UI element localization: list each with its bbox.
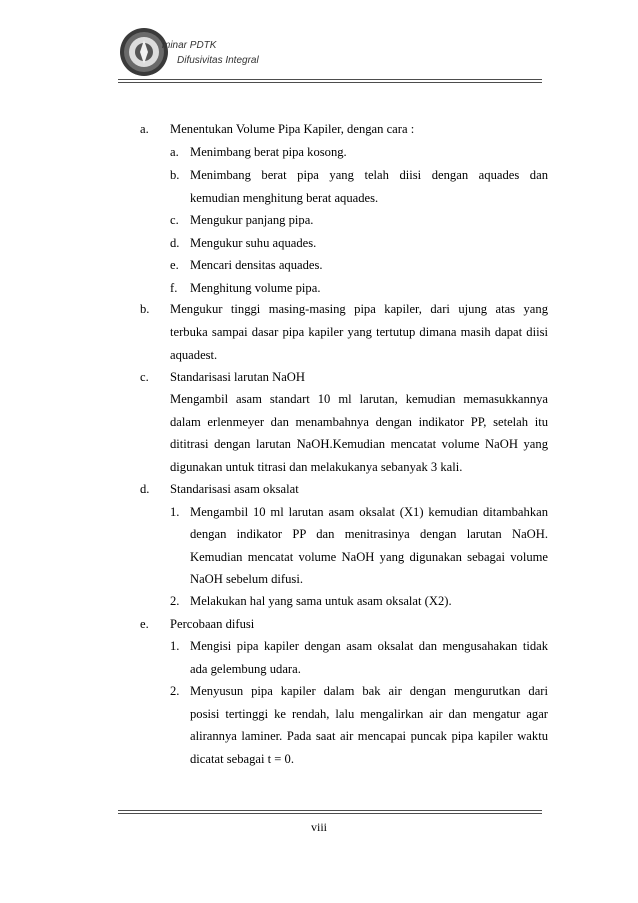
step-label: f. bbox=[170, 281, 178, 295]
item-b-text: aquadest. bbox=[170, 348, 218, 362]
step-label: e. bbox=[170, 258, 179, 272]
footer-rule bbox=[118, 810, 542, 814]
item-b-text: terbuka sampai dasar pipa kapiler yang tertutup dimana masih dapat diisi bbox=[170, 325, 548, 339]
step-label: 2. bbox=[170, 594, 180, 608]
item-d-title: Standarisasi asam oksalat bbox=[170, 482, 299, 496]
step-text: Menghitung volume pipa. bbox=[190, 281, 321, 295]
step-text: Mengambil 10 ml larutan asam oksalat (X1) kemudian ditambahkan bbox=[190, 505, 548, 519]
step-text: dengan indikator PP dan menitrasinya dengan larutan NaOH. bbox=[190, 527, 548, 541]
step-label: a. bbox=[170, 145, 179, 159]
running-header bbox=[162, 38, 259, 68]
item-a-label: a. bbox=[140, 122, 149, 136]
step-text: Mencari densitas aquades. bbox=[190, 258, 323, 272]
step-text: Menimbang berat pipa yang telah diisi dengan aquades dan bbox=[190, 168, 548, 182]
page-number: viii bbox=[310, 820, 327, 834]
step-text: Mengisi pipa kapiler dengan asam oksalat dan mengusahakan tidak bbox=[190, 639, 548, 653]
step-label: d. bbox=[170, 236, 180, 250]
step-text: dicatat sebagai t = 0. bbox=[190, 752, 294, 766]
item-e-label: e. bbox=[140, 617, 149, 631]
header-line-2: Difusivitas Integral bbox=[177, 55, 259, 66]
step-label: c. bbox=[170, 213, 179, 227]
item-c-label: c. bbox=[140, 370, 149, 384]
item-b-text: Mengukur tinggi masing-masing pipa kapiler, dari ujung atas yang bbox=[170, 302, 548, 316]
step-label: 1. bbox=[170, 639, 180, 653]
step-text: ada gelembung udara. bbox=[190, 662, 301, 676]
step-text: Mengukur panjang pipa. bbox=[190, 213, 314, 227]
step-text: Menimbang berat pipa kosong. bbox=[190, 145, 347, 159]
item-c-text: dititrasi dengan larutan NaOH.Kemudian mencatat volume NaOH yang bbox=[170, 437, 548, 451]
item-c-text: digunakan untuk titrasi dan melakukanya sebanyak 3 kali. bbox=[170, 460, 463, 474]
step-text: alirannya laminer. Pada saat air mencapai puncak pipa kapiler waktu bbox=[190, 729, 548, 743]
header-rule bbox=[118, 79, 542, 83]
item-b-label: b. bbox=[140, 302, 150, 316]
step-text: posisi tertinggi ke rendah, lalu mengalirkan air dan mengatur agar bbox=[190, 707, 548, 721]
header-line-1: minar PDTK bbox=[162, 40, 217, 51]
step-text: NaOH sebelum difusi. bbox=[190, 572, 303, 586]
item-e-title: Percobaan difusi bbox=[170, 617, 255, 631]
step-label: 2. bbox=[170, 684, 180, 698]
item-c-title: Standarisasi larutan NaOH bbox=[170, 370, 305, 384]
step-text: Menyusun pipa kapiler dalam bak air dengan mengurutkan dari bbox=[190, 684, 548, 698]
step-text: Melakukan hal yang sama untuk asam oksalat (X2). bbox=[190, 594, 452, 608]
item-a-title: Menentukan Volume Pipa Kapiler, dengan cara : bbox=[170, 122, 415, 136]
item-c-text: dalam erlenmeyer dan menambahnya dengan indikator PP, setelah itu bbox=[170, 415, 548, 429]
item-d-label: d. bbox=[140, 482, 150, 496]
step-label: 1. bbox=[170, 505, 180, 519]
item-c-text: Mengambil asam standart 10 ml larutan, kemudian memasukkannya bbox=[170, 392, 548, 406]
step-label: b. bbox=[170, 168, 180, 182]
step-text: Kemudian mencatat volume NaOH yang digunakan sebagai volume bbox=[190, 550, 548, 564]
step-text: Mengukur suhu aquades. bbox=[190, 236, 317, 250]
step-text: kemudian menghitung berat aquades. bbox=[190, 191, 379, 205]
